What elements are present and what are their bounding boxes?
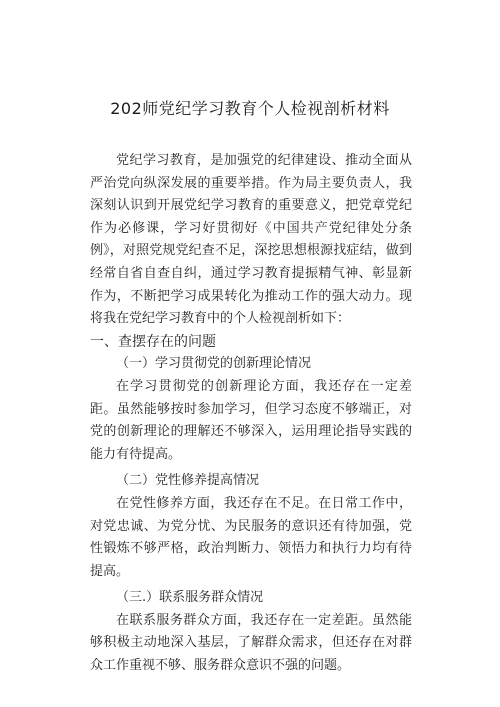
intro-paragraph: 党纪学习教育，是加强党的纪律建设、推动全面从严治党向纵深发展的重要举措。作为局主要负责人，我深刻认识到开展党纪学习教育的重要意义，把党章党纪作为必修课，学习好贯彻好《中国共产党纪律处分条例》，对照党规党纪查不足，深挖思想根源找症结，做到经常自省自查自纠，通过学习教育提振精气神、彰显新作为，不断把学习成果转化为推动工作的强大动力。现将我在党纪学习教育中的个人检视剖析如下： (90, 153, 412, 327)
section-heading-problems: 一、查摆存在的问题 (90, 333, 216, 350)
document-body (90, 150, 412, 678)
subsection-heading-masses: （三.）联系服务群众情况 (116, 590, 264, 606)
subsection-text-party-spirit: 在党性修养方面，我还存在不足。在日常工作中，对党忠诚、为党分忧、为民服务的意识还有待加强，党性锻炼不够严格，政治判断力、领悟力和执行力均有待提高。 (90, 495, 412, 579)
subsection-heading-party-spirit: （二）党性修养提高情况 (116, 473, 260, 489)
document-title: 202师党纪学习教育个人检视剖析材料 (110, 99, 390, 118)
subsection-text-masses: 在联系服务群众方面，我还存在一定差距。虽然能够积极主动地深入基层，了解群众需求，但还存在对群众工作重视不够、服务群众意识不强的问题。 (90, 612, 412, 674)
subsection-heading-theory: （一）学习贯彻党的创新理论情况 (116, 356, 312, 372)
subsection-text-theory: 在学习贯彻党的创新理论方面，我还存在一定差距。虽然能够按时参加学习，但学习态度不够端正，对党的创新理论的理解还不够深入，运用理论指导实践的能力有待提高。 (90, 378, 412, 462)
